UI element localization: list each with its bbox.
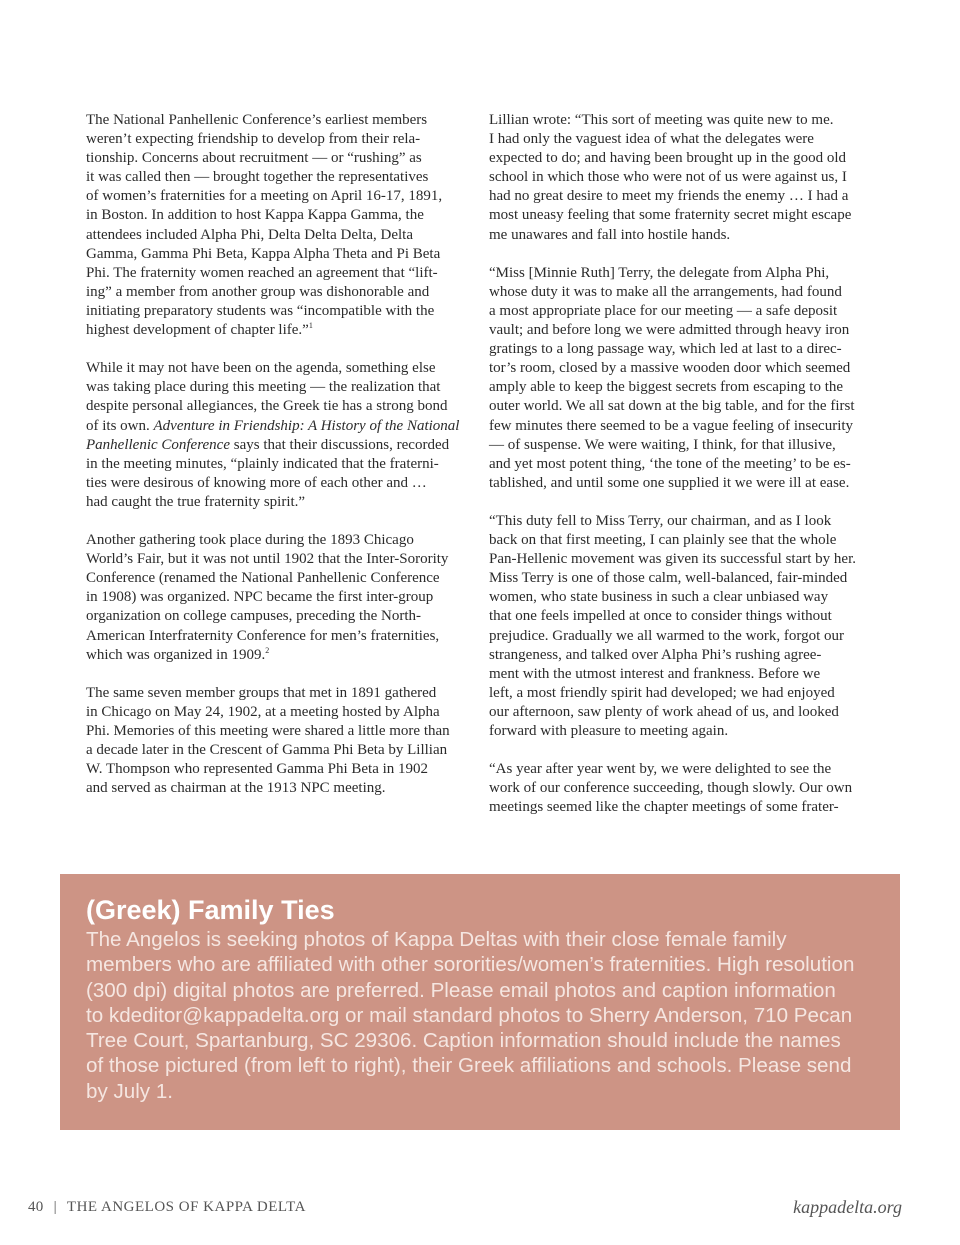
text-line: in the meeting minutes, “plainly indicated that the fraterni- <box>86 455 439 472</box>
text-line: American Interfraternity Conference for men’s fraternities, <box>86 627 440 644</box>
text-line: back on that first meeting, I can plainly see that the whole <box>489 532 837 549</box>
text-line <box>86 321 472 340</box>
text-line: that one feels impelled at once to consider things without <box>489 608 832 625</box>
text-line: school in which those who were not of us were against us, I <box>489 169 847 186</box>
text-line: and served as chairman at the 1913 NPC meeting. <box>86 780 386 797</box>
text-line: a decade later in the Crescent of Gamma Phi Beta by Lillian <box>86 742 448 759</box>
text-line: was taking place during this meeting — the realization that <box>86 379 441 396</box>
text-line-content: says that their discussions, recorded <box>229 436 450 453</box>
paragraph-inter-sorority-conference <box>86 531 472 665</box>
paragraph-duty-fell <box>489 512 875 741</box>
footer-separator: | <box>53 1199 57 1215</box>
text-line: organization on college campuses, preceding the North- <box>86 608 422 625</box>
callout-line: by July 1. <box>86 1079 173 1103</box>
text-line <box>86 436 472 455</box>
callout-line: of those pictured (from left to right), their Greek affiliations and schools. Please send <box>86 1054 852 1078</box>
text-line: meetings seemed like the chapter meetings of some frater- <box>489 799 839 816</box>
text-line: The same seven member groups that met in 1891 gathered <box>86 684 437 701</box>
text-line: attendees included Alpha Phi, Delta Delta Delta, Delta <box>86 226 413 243</box>
text-line: work of our conference succeeding, though slowly. Our own <box>489 780 853 797</box>
text-line: few minutes there seemed to be a vague feeling of insecurity <box>489 417 854 434</box>
left-column <box>86 111 472 817</box>
callout-line: Tree Court, Spartanburg, SC 29306. Caption information should include the names <box>86 1029 841 1053</box>
text-line: gratings to a long passage way, which led at last to a direc- <box>489 341 842 358</box>
text-line: tor’s room, closed by a massive wooden door which seemed <box>489 360 851 377</box>
footnote-marker: 1 <box>308 321 313 331</box>
paragraph-1902-meeting <box>86 684 472 799</box>
text-line: “Miss [Minnie Ruth] Terry, the delegate from Alpha Phi, <box>489 264 830 281</box>
text-line: vault; and before long we were admitted through heavy iron <box>489 322 850 339</box>
text-line: Phi. Memories of this meeting were shared a little more than <box>86 723 450 739</box>
text-line <box>86 417 472 436</box>
text-line: outer world. We all sat down at the big table, and for the first <box>489 398 855 415</box>
text-line: weren’t expecting friendship to develop from their rela- <box>86 131 421 148</box>
paragraph-realization <box>86 359 472 512</box>
publication-name: THE ANGELOS OF KAPPA DELTA <box>66 1199 306 1215</box>
text-line: I had only the vaguest idea of what the delegates were <box>489 131 814 148</box>
text-line: in Chicago on May 24, 1902, at a meeting hosted by Alpha <box>86 703 440 720</box>
text-line: tionship. Concerns about recruitment — or “rushing” as <box>86 150 422 167</box>
text-line: Lillian wrote: “This sort of meeting was quite new to me. <box>489 112 834 128</box>
text-line-content: of its own. <box>86 417 154 434</box>
book-title: Panhellenic Conference <box>86 436 230 453</box>
page-number: 40 <box>28 1199 44 1215</box>
text-line: forward with pleasure to meeting again. <box>489 723 729 739</box>
text-line-content: which was organized in 1909. <box>86 646 266 663</box>
text-line: ties were desirous of knowing more of each other and … <box>86 474 427 491</box>
text-line: initiating preparatory students was “incompatible with the <box>86 302 435 319</box>
text-line: Miss Terry is one of those calm, well-balanced, fair-minded <box>489 570 848 587</box>
text-line: “As year after year went by, we were delighted to see the <box>489 761 832 778</box>
text-line: W. Thompson who represented Gamma Phi Beta in 1902 <box>86 761 429 778</box>
text-line: of women’s fraternities for a meeting on April 16-17, 1891, <box>86 188 443 205</box>
text-line: tablished, and until some one supplied it we were ill at ease. <box>489 474 850 491</box>
callout-line: (300 dpi) digital photos are preferred. Please email photos and caption information <box>86 978 836 1002</box>
text-line <box>86 646 472 665</box>
callout-line: to kdeditor@kappadelta.org or mail standard photos to Sherry Anderson, 710 Pecan <box>86 1003 853 1027</box>
text-line: Phi. The fraternity women reached an agreement that “lift- <box>86 264 438 281</box>
text-line: — of suspense. We were waiting, I think, for that illusive, <box>489 436 836 453</box>
text-line: Gamma, Gamma Phi Beta, Kappa Alpha Theta and Pi Beta <box>86 245 441 262</box>
right-column <box>489 111 875 837</box>
text-line: amply able to keep the biggest secrets from escaping to the <box>489 379 844 396</box>
text-line: Pan-Hellenic movement was given its successful start by her. <box>489 551 856 568</box>
text-line: While it may not have been on the agenda, something else <box>86 360 436 377</box>
text-line: Another gathering took place during the 1893 Chicago <box>86 532 414 549</box>
text-line: in 1908) was organized. NPC became the first inter-group <box>86 589 434 606</box>
text-line: “This duty fell to Miss Terry, our chairman, and as I look <box>489 512 832 529</box>
website-link: kappadelta.org <box>793 1197 902 1217</box>
text-line-content: highest development of chapter life.” <box>86 322 309 339</box>
text-line: prejudice. Gradually we all warmed to the work, forgot our <box>489 627 845 644</box>
family-ties-callout <box>60 874 900 1130</box>
text-line: ing” a member from another group was dishonorable and <box>86 283 430 300</box>
text-line: and yet most potent thing, ‘the tone of the meeting’ to be es- <box>489 455 851 472</box>
text-line: despite personal allegiances, the Greek tie has a strong bond <box>86 398 448 415</box>
text-line: me unawares and fall into hostile hands. <box>489 226 731 243</box>
text-line: most uneasy feeling that some fraternity secret might escape <box>489 207 852 224</box>
callout-title: (Greek) Family Ties <box>86 895 335 925</box>
text-line: The National Panhellenic Conference’s earliest members <box>86 112 428 128</box>
paragraph-year-after-year <box>489 760 875 817</box>
book-title: Adventure in Friendship: A History of the National <box>153 417 460 434</box>
text-line: had caught the true fraternity spirit.” <box>86 493 306 510</box>
text-line: our afternoon, saw plenty of work ahead of us, and looked <box>489 703 839 720</box>
text-line: expected to do; and having been brought up in the good old <box>489 150 847 167</box>
callout-line: members who are affiliated with other sororities/women’s fraternities. High resolution <box>86 953 855 977</box>
text-line: women, who state business in such a clear unbiased way <box>489 589 829 606</box>
text-line: Conference (renamed the National Panhellenic Conference <box>86 570 440 587</box>
text-line: had no great desire to meet my friends the enemy … I had a <box>489 188 849 205</box>
text-line: a most appropriate place for our meeting — a safe deposit <box>489 302 838 319</box>
text-line: it was called then — brought together the representatives <box>86 169 429 186</box>
text-line: ment with the utmost interest and frankness. Before we <box>489 665 821 682</box>
text-line: left, a most friendly spirit had developed; we had enjoyed <box>489 684 835 701</box>
callout-body <box>86 927 886 1104</box>
text-line: World’s Fair, but it was not until 1902 that the Inter-Sorority <box>86 551 449 568</box>
paragraph-npc-origins <box>86 111 472 340</box>
footer-left <box>28 1199 306 1216</box>
text-line: whose duty it was to make all the arrangements, had found <box>489 283 842 300</box>
text-line: strangeness, and talked over Alpha Phi’s rushing agree- <box>489 646 822 663</box>
paragraph-miss-terry <box>489 264 875 493</box>
text-line: in Boston. In addition to host Kappa Kappa Gamma, the <box>86 207 424 224</box>
paragraph-lillian-quote <box>489 111 875 245</box>
footnote-marker: 2 <box>265 645 270 655</box>
callout-line: The Angelos is seeking photos of Kappa Deltas with their close female family <box>86 928 787 951</box>
